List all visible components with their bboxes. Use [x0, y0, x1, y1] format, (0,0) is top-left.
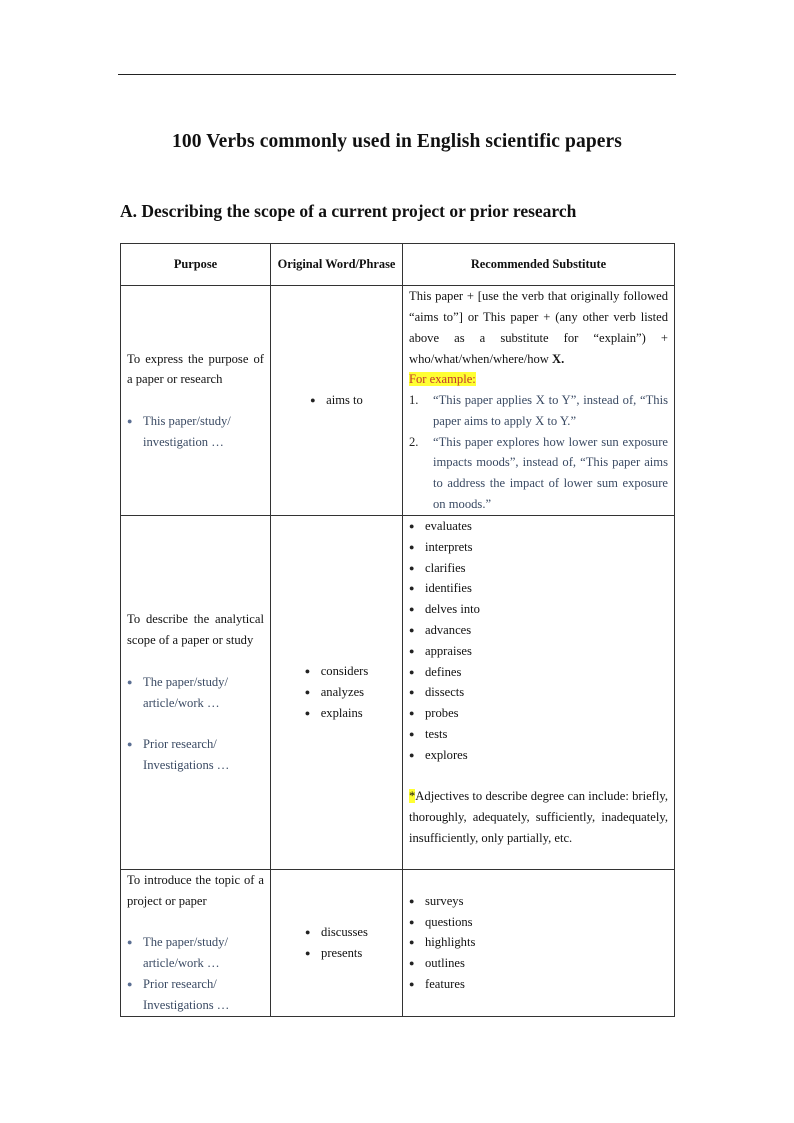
substitute-verb: ● advances [409, 620, 668, 641]
substitute-verb: ● questions [409, 912, 668, 933]
substitute-verb: ● outlines [409, 953, 668, 974]
substitute-verb: ● interprets [409, 537, 668, 558]
substitute-sentence: This paper + [use the verb that originally followed “aims to”] or This paper + (any other verb listed above as a substitute for “explain”) + who/what/when/where/how [409, 289, 668, 366]
purpose-cell [121, 286, 271, 516]
substitute-cell [403, 516, 675, 870]
original-phrase: ● explains [305, 703, 369, 724]
table-row [121, 516, 675, 870]
purpose-example: ● This paper/study/ investigation … [127, 411, 264, 453]
original-cell [271, 516, 403, 870]
original-phrase: ● discusses [305, 922, 368, 943]
original-phrase: ● considers [305, 661, 369, 682]
substitute-verb: ● identifies [409, 578, 668, 599]
table-row [121, 870, 675, 1017]
substitute-verb: ● appraises [409, 641, 668, 662]
substitute-verb: ● dissects [409, 682, 668, 703]
substitute-verb: ● surveys [409, 891, 668, 912]
substitute-verb: ● clarifies [409, 558, 668, 579]
original-cell [271, 286, 403, 516]
section-heading: A. Describing the scope of a current project or prior research [120, 201, 577, 221]
substitute-verb: ● features [409, 974, 668, 995]
purpose-text: To express the purpose of a paper or research [127, 351, 264, 387]
header-purpose: Purpose [121, 244, 271, 286]
substitute-verb: ● delves into [409, 599, 668, 620]
purpose-text: To introduce the topic of a project or paper [127, 873, 264, 908]
purpose-example: ● Prior research/ Investigations … [127, 734, 264, 776]
header-original: Original Word/Phrase [271, 244, 403, 286]
note-text: Adjectives to describe degree can include: briefly, thoroughly, adequately, sufficiently, inadequately, insufficiently, only partially, etc. [409, 789, 668, 845]
degree-note [409, 786, 668, 848]
substitute-bold: X. [552, 351, 565, 366]
purpose-example: ● The paper/study/ article/work … [127, 932, 264, 974]
substitute-cell [403, 870, 675, 1017]
substitute-verb: ● highlights [409, 932, 668, 953]
document-title: 100 Verbs commonly used in English scientific papers [172, 131, 622, 152]
substitute-verb: ● explores [409, 745, 668, 766]
substitute-cell [403, 286, 675, 516]
substitute-verb: ● evaluates [409, 516, 668, 537]
header-substitute: Recommended Substitute [403, 244, 675, 286]
substitute-verb: ● probes [409, 703, 668, 724]
purpose-text: To describe the analytical scope of a paper or study [127, 612, 264, 648]
example-label: For example: [409, 372, 476, 387]
original-phrase: ● analyzes [305, 682, 369, 703]
original-phrase: ● aims to [310, 390, 363, 411]
purpose-example: ● The paper/study/ article/work … [127, 672, 264, 714]
original-cell [271, 870, 403, 1017]
purpose-cell [121, 516, 271, 870]
purpose-cell [121, 870, 271, 1017]
table-row [121, 286, 675, 516]
original-phrase: ● presents [305, 943, 368, 964]
example-item: 1. “This paper applies X to Y”, instead of, “This paper aims to apply X to Y.” [409, 393, 668, 428]
example-list [409, 390, 668, 515]
substitute-list [409, 891, 668, 995]
substitute-verb: ● defines [409, 662, 668, 683]
purpose-example: ● Prior research/ Investigations … [127, 974, 264, 1016]
substitute-text [409, 286, 668, 369]
note-mark: * [409, 789, 416, 804]
header-rule [118, 74, 676, 75]
verbs-table [120, 243, 675, 1017]
substitute-verb: ● tests [409, 724, 668, 745]
example-item: 2. “This paper explores how lower sun exposure impacts moods”, instead of, “This paper aims to address the impact of lower sum exposure on moods.” [409, 434, 668, 512]
substitute-list [409, 516, 668, 766]
table-header-row [121, 244, 675, 286]
